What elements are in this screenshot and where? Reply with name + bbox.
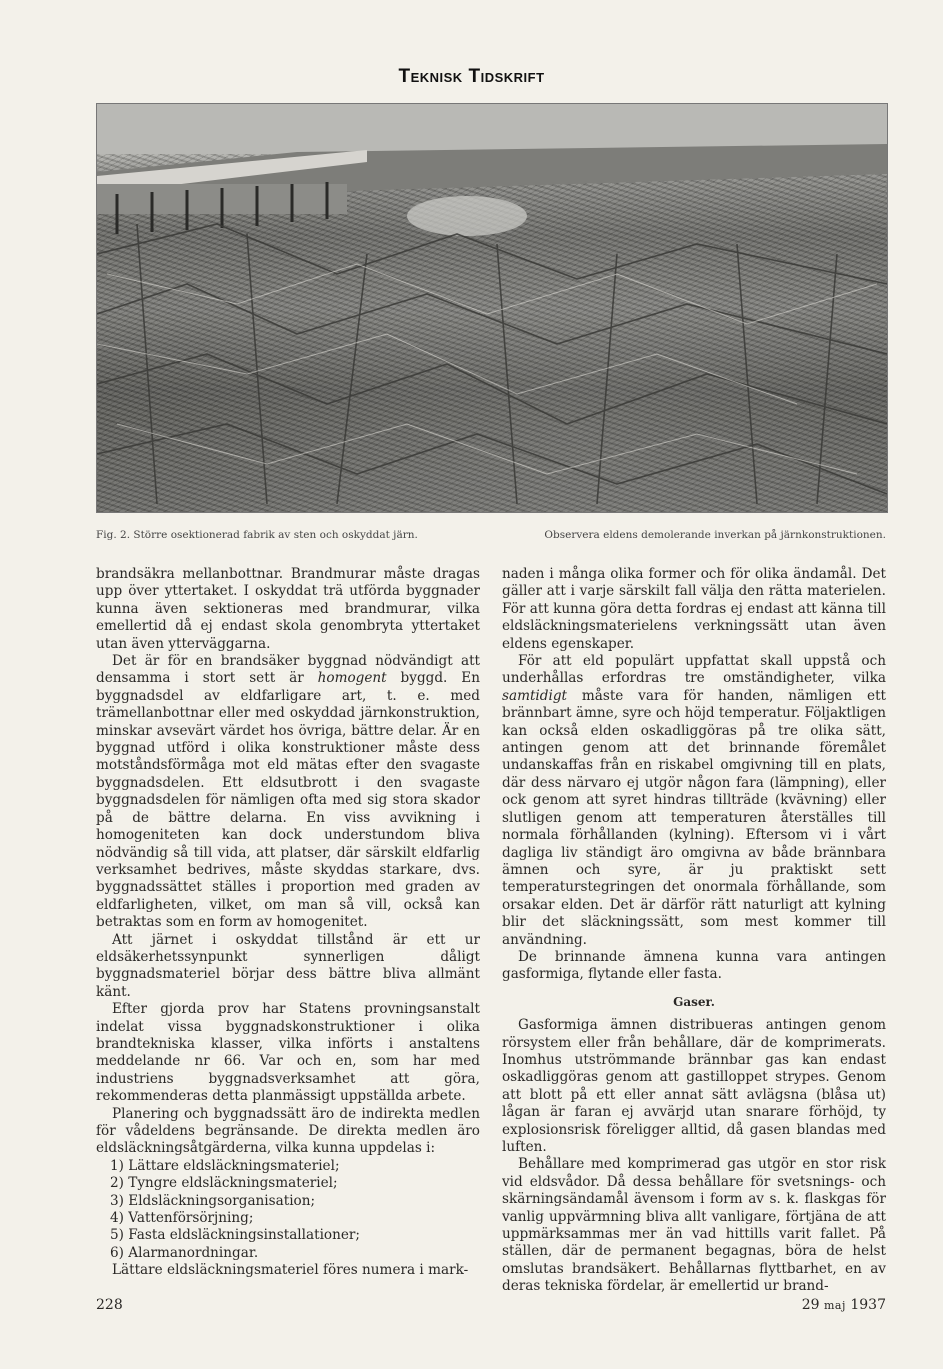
left-paragraph-6: Lättare eldsläckningsmateriel föres numera i mark- [112, 1262, 469, 1279]
right-paragraph-1: naden i många olika former och för olika ändamål. Det gäller att i varje särskilt fall välja den rätta materielen. För att kunna göra detta fordras ej endast att känna till eldsläckningsmaterielens verkningssätt utan även eldens egenskaper. [502, 566, 886, 652]
left-paragraph-3: Att järnet i oskyddat tillstånd är ett ur eldsäkerhetssynpunkt synnerligen dåligt byggnadsmateriel börjar dess bättre bliva allmänt känt. [96, 931, 480, 1000]
issue-date: 29 maj 1937 [801, 1297, 886, 1313]
section-heading-gaser: Gaser. [673, 994, 715, 1009]
left-paragraph-2: Det är för en brandsäker byggnad nödvändigt att densamma i stort sett är homogent byggd. En byggnadsdel av eldfarligare art, t. e. med trämellanbottnar eller med oskyddad järnkonstruktion, minskar avsevärt värdet hos övriga, bättre delar. Är en byggnad utförd i olika konstruktioner måste dess motståndsförmåga mot eld mätas efter den svagaste byggnadsdelen. Ett eldsutbrott i den svagaste byggnadsdelen för nämligen ofta med sig stora skador på de bättre delarna. En viss avvikning i homogeniteten kan dock understundom bliva nödvändig så till vida, att platser, där särskilt eldfarlig verksamhet bedrives, måste skyddas starkare, dvs. byggnadssättet ställes i proportion med graden av eldfarligheten, vilket, om man så vill, också kan betraktas som en form av homogenitet. [96, 653, 480, 931]
list-item: 1) Lättare eldsläckningsmateriel; [110, 1157, 340, 1174]
left-paragraph-1: brandsäkra mellanbottnar. Brandmurar måste dragas upp över yttertaket. I oskyddat trä utförda byggnader kunna även sektioneras med brandmurar, vilka emellertid då ej endast skola genombryta yttertaket utan även ytterväggarna. [96, 566, 480, 652]
photo-illustration [97, 104, 887, 512]
fire-ruins-photo [96, 103, 888, 513]
right-paragraph-3: De brinnande ämnena kunna vara antingen gasformiga, flytande eller fasta. [502, 948, 886, 983]
figure-caption-left: Fig. 2. Större osektionerad fabrik av sten och oskyddat järn. [96, 529, 418, 541]
emphasis-samtidigt: samtidigt [502, 687, 567, 704]
right-paragraph-2: För att eld populärt uppfattat skall uppstå och underhållas erfordras tre omständigheter, vilka samtidigt måste vara för handen, nämligen ett brännbart ämne, syre och höjd temperatur. Följaktligen kan också elden oskadliggöras på tre olika sätt, antingen genom att det brinnande föremålet undanskaffas från en riskabel omgivning till en plats, där dess närvaro ej utgör någon fara (lämpning), eller ock genom att syret hindras tillträde (kvävning) eller slutligen genom att temperaturen återställes till normala förhållanden (kylning). Eftersom vi i vårt dagliga liv ständigt äro omgivna av både brännbara ämnen och syre, är ju praktiskt sett temperaturstegringen det onormala förhållande, som orsakar elden. Det är därför rätt naturligt att kylning blir det släckningssätt, som mest kommer till användning. [502, 653, 886, 948]
figure-caption-right: Observera eldens demolerande inverkan på järnkonstruktionen. [544, 529, 886, 541]
page-number: 228 [96, 1297, 123, 1313]
list-item: 6) Alarmanordningar. [110, 1244, 259, 1261]
right-column [502, 566, 886, 1296]
list-item: 3) Eldsläckningsorganisation; [110, 1192, 316, 1209]
right-paragraph-5: Behållare med komprimerad gas utgör en stor risk vid eldsvådor. Då dessa behållare för svetsnings- och skärningsändamål ävensom i form av s. k. flaskgas för vanlig uppvärmning bliva allt vanligare, förtjäna de att uppmärksammas mer än vad hittills varit fallet. På ställen, där de permanent begagnas, böra de helst omslutas brandsäkert. Behållarnas flyttbarhet, en av deras tekniska fördelar, är emellertid ur brand- [502, 1156, 886, 1295]
list-item: 5) Fasta eldsläckningsinstallationer; [110, 1227, 360, 1244]
list-item: 2) Tyngre eldsläckningsmateriel; [110, 1175, 338, 1192]
journal-title: Teknisk Tidskrift [398, 66, 545, 87]
left-paragraph-5: Planering och byggnadssätt äro de indirekta medlen för vådeldens begränsande. De direkta medlen äro eldsläckningsåtgärderna, vilka kunna uppdelas i: [96, 1105, 480, 1157]
emphasis-homogent: homogent [317, 670, 387, 687]
right-paragraph-4: Gasformiga ämnen distribueras antingen genom rörsystem eller från behållare, där de komprimerats. Inomhus utströmmande brännbar gas kan endast oskadliggöras genom att gastilloppet strypes. Genom att blott på ett eller annat sätt avlägsna (blåsa ut) lågan är faran ej avvärjd utan snarare förhöjd, ty explosionsrisk föreligger alltid, då gasen blandas med luften. [502, 1017, 886, 1155]
list-item: 4) Vattenförsörjning; [110, 1210, 254, 1227]
left-paragraph-4: Efter gjorda prov har Statens provningsanstalt indelat vissa byggnadskonstruktioner i olika brandtekniska klasser, vilka införts i anstaltens meddelande nr 66. Var och en, som har med industriens byggnadsverksamhet att göra, rekommenderas detta planmässigt uppställda arbete. [96, 1001, 480, 1105]
left-column [96, 566, 480, 1280]
extinguishing-measures-list [96, 1158, 480, 1262]
